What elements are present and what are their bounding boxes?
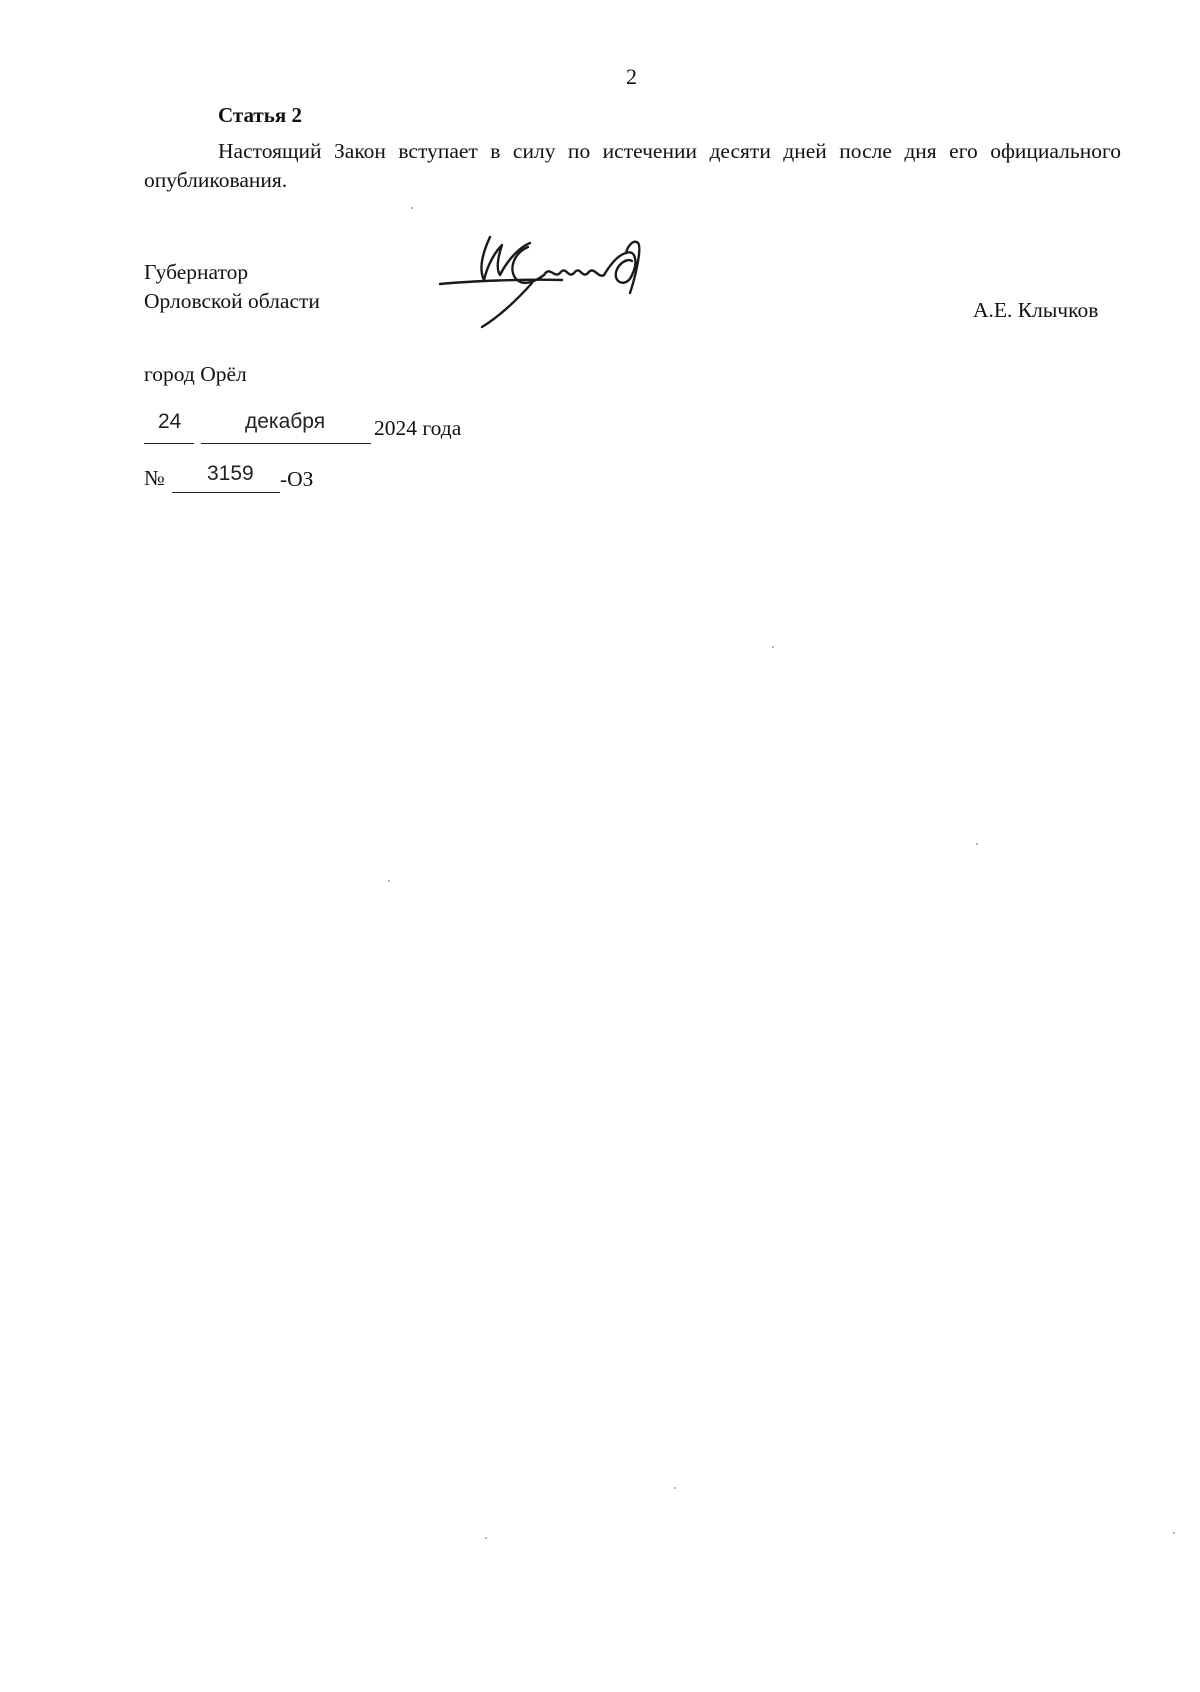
scan-speck — [976, 843, 978, 845]
scan-speck — [388, 880, 390, 882]
signatory-title-line2: Орловской области — [144, 289, 320, 313]
date-month: декабря — [245, 410, 326, 433]
date-line — [144, 410, 544, 444]
number-sign: № — [144, 466, 165, 490]
handwritten-signature — [432, 235, 672, 365]
scan-speck — [1173, 1532, 1175, 1534]
scan-speck — [485, 1537, 487, 1539]
signatory-title — [144, 258, 320, 316]
month-underline — [201, 443, 371, 444]
article-heading: Статья 2 — [218, 103, 302, 127]
day-underline — [144, 443, 194, 444]
article-text: Настоящий Закон вступает в силу по истечении десяти дней после дня его официального опубликования. — [144, 139, 1121, 192]
date-year: 2024 года — [374, 416, 462, 440]
signatory-name: А.Е. Клычков — [973, 298, 1099, 322]
page-number: 2 — [626, 64, 637, 89]
number-underline — [172, 492, 280, 493]
date-day: 24 — [158, 410, 182, 433]
scan-speck — [674, 1487, 676, 1489]
law-suffix: -ОЗ — [280, 467, 314, 491]
law-number: 3159 — [207, 462, 254, 485]
scan-speck — [411, 207, 413, 209]
scan-speck — [772, 646, 774, 648]
law-number-line — [144, 462, 444, 496]
place-of-signing: город Орёл — [144, 362, 247, 386]
signatory-title-line1: Губернатор — [144, 260, 249, 284]
